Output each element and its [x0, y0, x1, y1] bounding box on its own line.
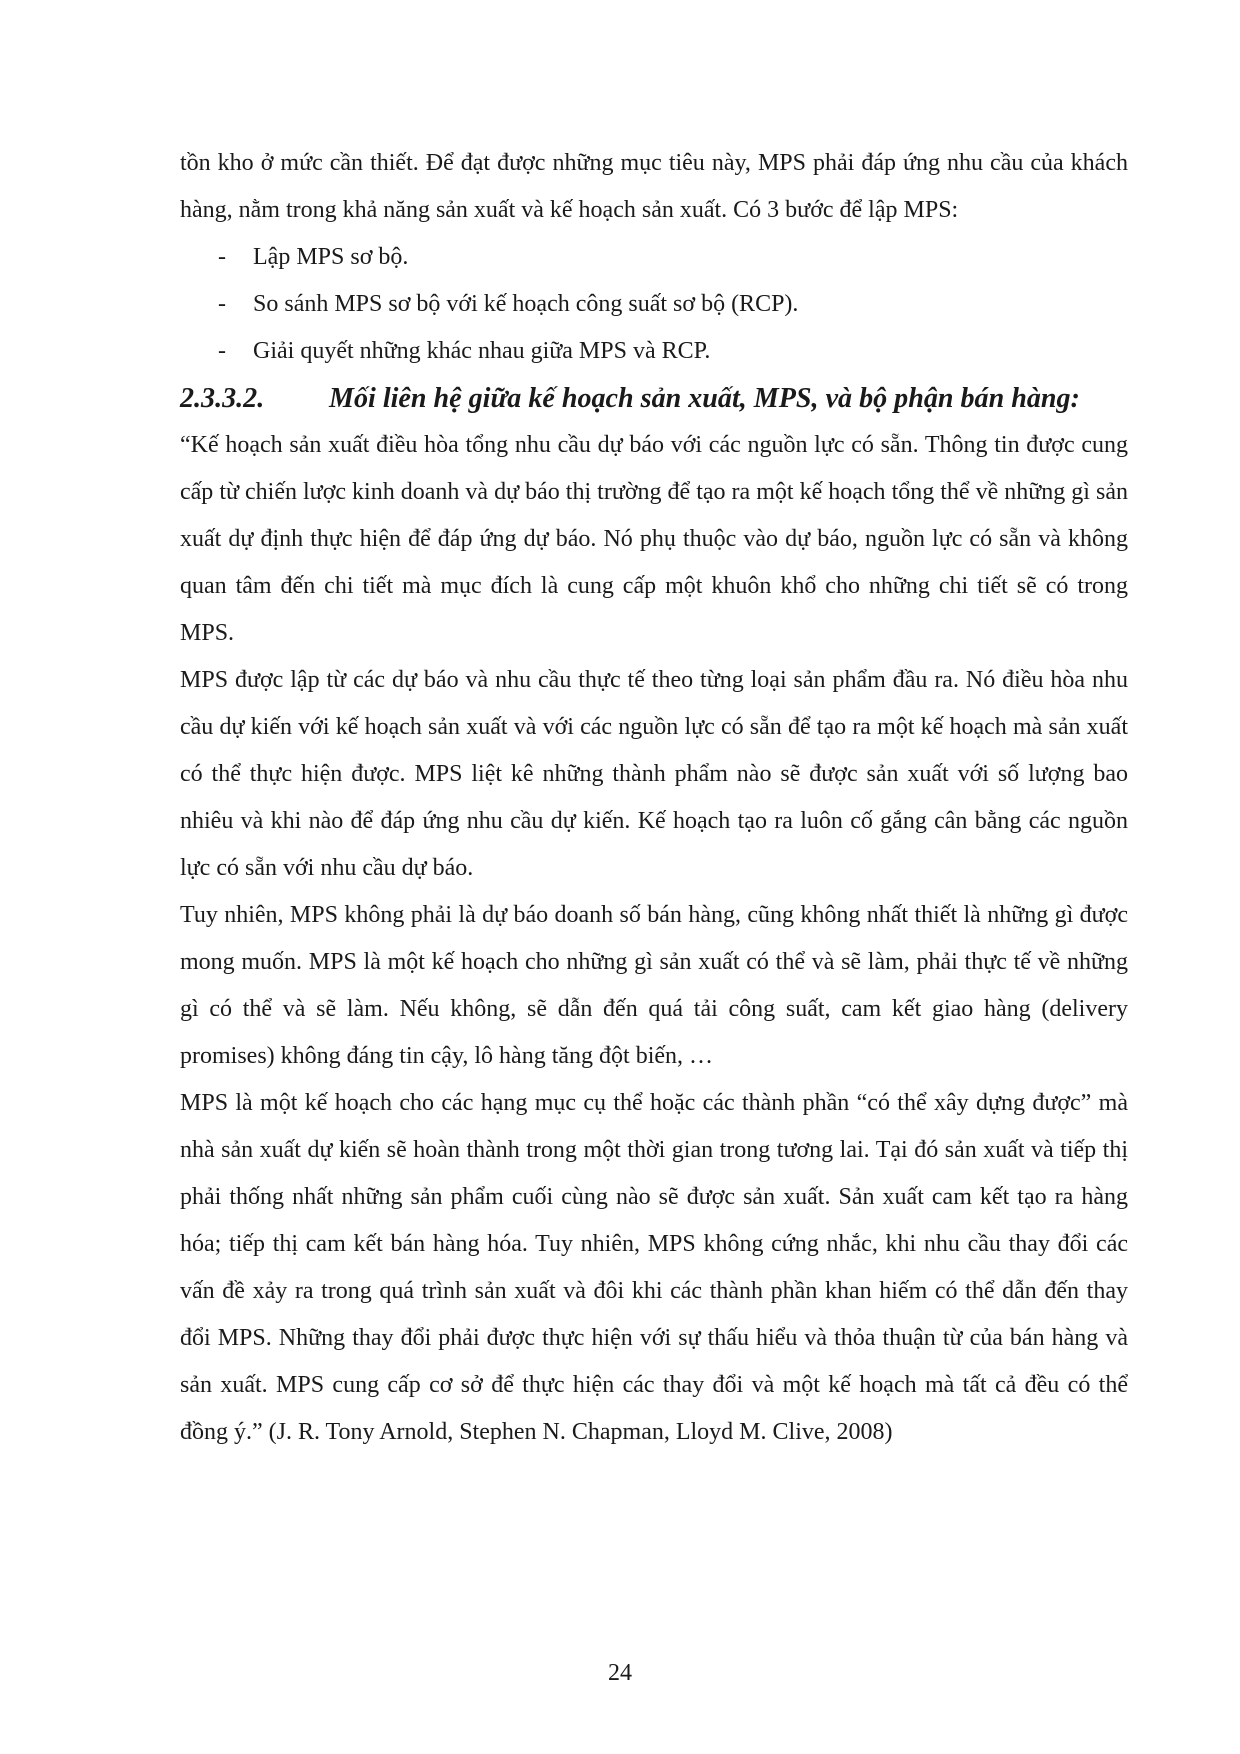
section-title: Mối liên hệ giữa kế hoạch sản xuất, MPS, và bộ phận bán hàng:: [329, 383, 1080, 414]
mps-steps-list: [180, 234, 1128, 375]
list-item-text: Lập MPS sơ bộ.: [253, 244, 409, 270]
quote-paragraph-1: “Kế hoạch sản xuất điều hòa tổng nhu cầu dự báo với các nguồn lực có sẵn. Thông tin được cung cấp từ chiến lược kinh doanh và dự báo thị trường để tạo ra một kế hoạch tổng thể về những gì sản xuất dự định thực hiện để đáp ứng dự báo. Nó phụ thuộc vào dự báo, nguồn lực có sẵn và không quan tâm đến chi tiết mà mục đích là cung cấp một khuôn khổ cho những chi tiết sẽ có trong MPS.: [180, 432, 1128, 646]
quote-paragraph-3: Tuy nhiên, MPS không phải là dự báo doanh số bán hàng, cũng không nhất thiết là những gì được mong muốn. MPS là một kế hoạch cho những gì sản xuất có thể và sẽ làm, phải thực tế về những gì có thể và sẽ làm. Nếu không, sẽ dẫn đến quá tải công suất, cam kết giao hàng (delivery promises) không đáng tin cậy, lô hàng tăng đột biến, …: [180, 902, 1128, 1069]
page-number: 24: [608, 1660, 632, 1686]
quote-paragraph-4: MPS là một kế hoạch cho các hạng mục cụ thể hoặc các thành phần “có thể xây dựng được” mà nhà sản xuất dự kiến sẽ hoàn thành trong một thời gian trong tương lai. Tại đó sản xuất và tiếp thị phải thống nhất những sản phẩm cuối cùng nào sẽ được sản xuất. Sản xuất cam kết tạo ra hàng hóa; tiếp thị cam kết bán hàng hóa. Tuy nhiên, MPS không cứng nhắc, khi nhu cầu thay đổi các vấn đề xảy ra trong quá trình sản xuất và đôi khi các thành phần khan hiếm có thể dẫn đến thay đổi MPS. Những thay đổi phải được thực hiện với sự thấu hiểu và thỏa thuận từ của bán hàng và sản xuất. MPS cung cấp cơ sở để thực hiện các thay đổi và một kế hoạch mà tất cả đều có thể đồng ý.” (J. R. Tony Arnold, Stephen N. Chapman, Lloyd M. Clive, 2008): [180, 1090, 1128, 1445]
bullet-dash: -: [218, 244, 226, 270]
list-item: [180, 328, 1128, 375]
bullet-dash: -: [218, 291, 226, 317]
list-item-text: So sánh MPS sơ bộ với kế hoạch công suất sơ bộ (RCP).: [253, 291, 799, 317]
list-item: [180, 281, 1128, 328]
list-item-text: Giải quyết những khác nhau giữa MPS và RCP.: [253, 338, 711, 364]
document-body: [180, 140, 1128, 1456]
section-number: 2.3.3.2.: [180, 383, 265, 414]
intro-paragraph: tồn kho ở mức cần thiết. Để đạt được những mục tiêu này, MPS phải đáp ứng nhu cầu của khách hàng, nằm trong khả năng sản xuất và kế hoạch sản xuất. Có 3 bước để lập MPS:: [180, 150, 1128, 223]
section-heading: [180, 375, 1128, 422]
bullet-dash: -: [218, 338, 226, 364]
quote-paragraph-2: MPS được lập từ các dự báo và nhu cầu thực tế theo từng loại sản phẩm đầu ra. Nó điều hòa nhu cầu dự kiến với kế hoạch sản xuất và với các nguồn lực có sẵn để tạo ra một kế hoạch mà sản xuất có thể thực hiện được. MPS liệt kê những thành phẩm nào sẽ được sản xuất với số lượng bao nhiêu và khi nào để đáp ứng nhu cầu dự kiến. Kế hoạch tạo ra luôn cố gắng cân bằng các nguồn lực có sẵn với nhu cầu dự báo.: [180, 667, 1128, 881]
list-item: [180, 234, 1128, 281]
